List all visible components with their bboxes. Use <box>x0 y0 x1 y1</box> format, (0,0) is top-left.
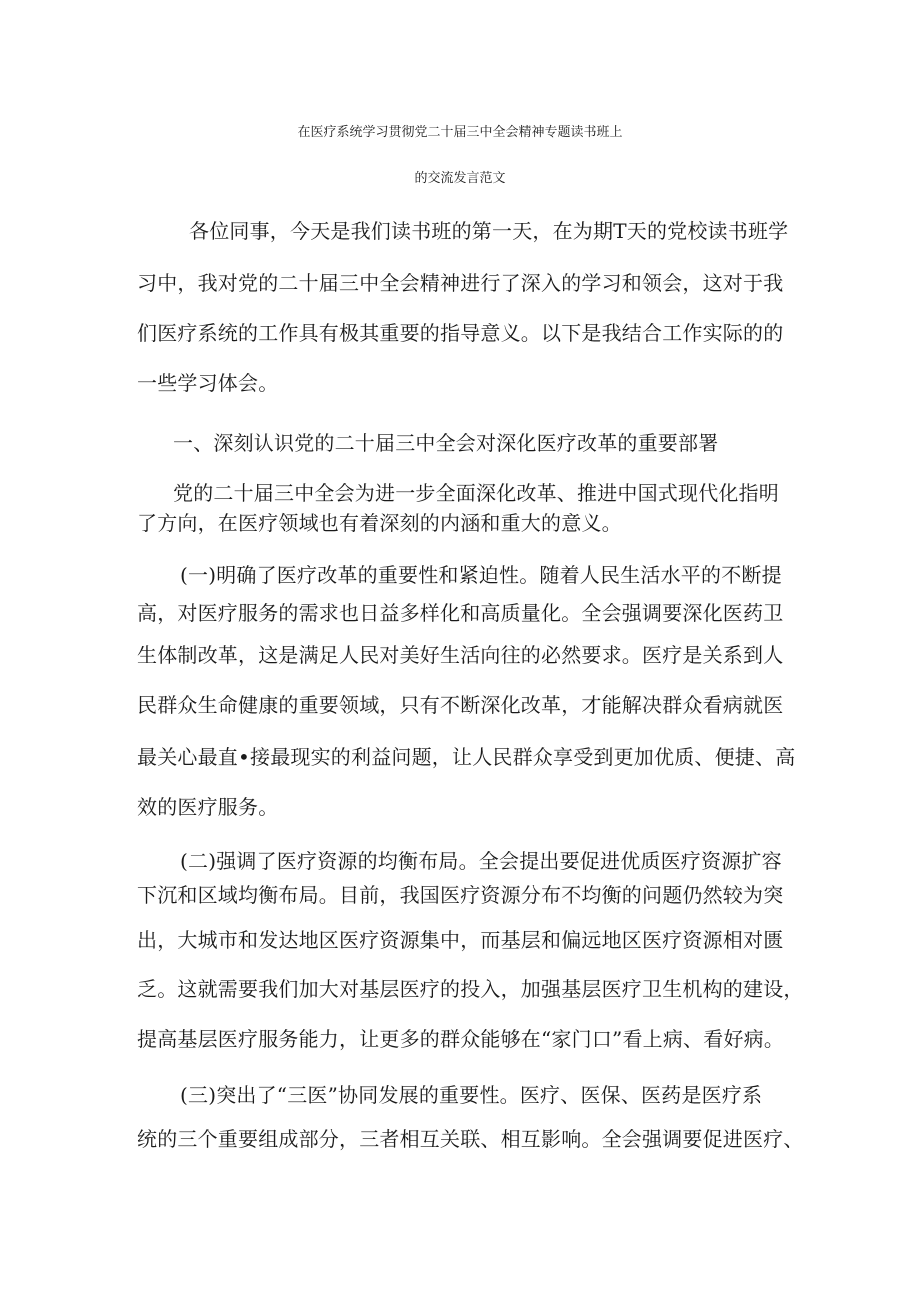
paragraph-line: (二)强调了医疗资源的均衡布局。全会提出要促进优质医疗资源扩容 <box>180 849 782 873</box>
paragraph-line: 最关心最直•接最现实的利益问题，让人民群众享受到更加优质、便捷、高 <box>137 745 796 769</box>
paragraph-line: 了方向，在医疗领域也有着深刻的内涵和重大的意义。 <box>137 511 622 535</box>
paragraph-line: (一)明确了医疗改革的重要性和紧迫性。随着人民生活水平的不断提 <box>180 563 782 587</box>
paragraph-line: 一些学习体会。 <box>137 371 279 395</box>
paragraph-line: 下沉和区域均衡布局。目前，我国医疗资源分布不均衡的问题仍然较为突 <box>137 883 784 907</box>
paragraph-line: 生体制改革，这是满足人民对美好生活向往的必然要求。医疗是关系到人 <box>137 643 784 667</box>
paragraph-line: 乏。这就需要我们加大对基层医疗的投入，加强基层医疗卫生机构的建设， <box>137 977 804 1001</box>
paragraph-line: 出，大城市和发达地区医疗资源集中，而基层和偏远地区医疗资源相对匮 <box>137 928 784 952</box>
paragraph-line: (三)突出了“三医”协同发展的重要性。医疗、医保、医药是医疗系 <box>180 1083 763 1107</box>
document-title-line-2: 的交流发言范文 <box>414 171 506 186</box>
document-title-line-1: 在医疗系统学习贯彻党二十届三中全会精神专题读书班上 <box>297 125 623 140</box>
paragraph-line: 党的二十届三中全会为进一步全面深化改革、推进中国式现代化指明 <box>173 481 779 505</box>
paragraph-line: 效的医疗服务。 <box>137 795 279 819</box>
paragraph-line: 提高基层医疗服务能力，让更多的群众能够在“家门口”看上病、看好病。 <box>137 1027 785 1051</box>
paragraph-line: 们医疗系统的工作具有极其重要的指导意义。以下是我结合工作实际的的 <box>137 321 784 345</box>
section-heading: 一、深刻认识党的二十届三中全会对深化医疗改革的重要部署 <box>173 431 719 455</box>
paragraph-line: 民群众生命健康的重要领域，只有不断深化改革，才能解决群众看病就医 <box>137 693 784 717</box>
paragraph-line: 习中，我对党的二十届三中全会精神进行了深入的学习和领会，这对于我 <box>137 271 784 295</box>
paragraph-line: 各位同事，今天是我们读书班的第一天，在为期T天的党校读书班学 <box>189 219 789 243</box>
paragraph-line: 高，对医疗服务的需求也日益多样化和高质量化。全会强调要深化医药卫 <box>137 601 784 625</box>
paragraph-line: 统的三个重要组成部分，三者相互关联、相互影响。全会强调要促进医疗、 <box>137 1127 804 1151</box>
